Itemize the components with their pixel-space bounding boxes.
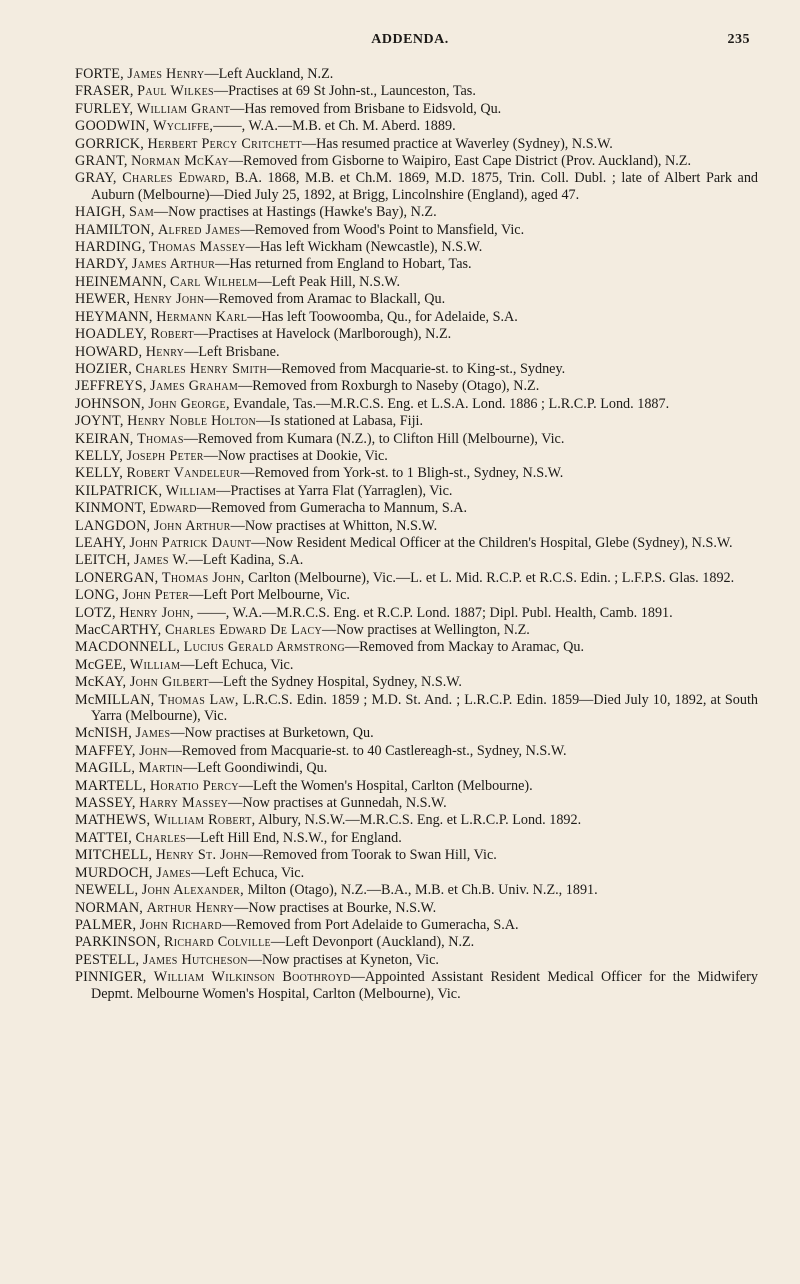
entry-surname: MASSEY, bbox=[75, 795, 136, 812]
entry-surname: MITCHELL, bbox=[75, 847, 153, 864]
entry-surname: NEWELL, bbox=[75, 882, 139, 899]
directory-entry bbox=[75, 934, 758, 950]
entry-details: —Has removed from Brisbane to Eidsvold, Qu. bbox=[230, 100, 502, 117]
addenda-entry-list bbox=[75, 66, 758, 1003]
entry-surname: GOODWIN, bbox=[75, 118, 150, 135]
entry-details: —Has left Toowoomba, Qu., for Adelaide, S.A. bbox=[247, 308, 518, 325]
entry-surname: KELLY, bbox=[75, 465, 123, 482]
directory-entry bbox=[75, 639, 758, 655]
entry-surname: PALMER, bbox=[75, 916, 137, 933]
running-head-title: ADDENDA. bbox=[371, 32, 449, 47]
entry-given-names: Norman McKay bbox=[131, 153, 229, 170]
entry-surname: JEFFREYS, bbox=[75, 378, 147, 395]
entry-details: —Now practises at Gunnedah, N.S.W. bbox=[228, 795, 447, 812]
directory-entry bbox=[75, 378, 758, 394]
entry-details: —Left Port Melbourne, Vic. bbox=[189, 587, 350, 604]
entry-details: —Now practises at Kyneton, Vic. bbox=[247, 951, 439, 968]
entry-surname: FURLEY, bbox=[75, 100, 134, 117]
directory-entry bbox=[75, 83, 758, 99]
entry-given-names: James bbox=[156, 864, 192, 881]
entry-given-names: Paul Wilkes bbox=[137, 83, 214, 100]
directory-entry bbox=[75, 830, 758, 846]
entry-details: —Removed from Port Adelaide to Gumeracha, S.A. bbox=[221, 916, 519, 933]
entry-given-names: Thomas Law, bbox=[158, 691, 239, 708]
directory-entry bbox=[75, 204, 758, 220]
directory-entry bbox=[75, 778, 758, 794]
directory-entry bbox=[75, 448, 758, 464]
entry-surname: KELLY, bbox=[75, 447, 123, 464]
entry-details: L.R.C.S. Edin. 1859 ; M.D. St. And. ; L.R.C.P. Edin. 1859—Died July 10, 1892, at South Yarra (Melbourne), Vic. bbox=[91, 691, 758, 725]
directory-entry bbox=[75, 795, 758, 811]
directory-entry bbox=[75, 465, 758, 481]
entry-given-names: James Graham bbox=[150, 378, 239, 395]
entry-details: —Removed from Aramac to Blackall, Qu. bbox=[204, 291, 446, 308]
entry-given-names: Henry Noble Holton bbox=[127, 413, 256, 430]
directory-entry bbox=[75, 483, 758, 499]
entry-given-names: Carl Wilhelm bbox=[170, 273, 258, 290]
entry-given-names: William Wilkinson Boothroyd bbox=[153, 969, 351, 986]
entry-surname: HAIGH, bbox=[75, 204, 126, 221]
directory-entry bbox=[75, 587, 758, 603]
entry-surname: GRANT, bbox=[75, 153, 128, 170]
entry-details: —Left Brisbane. bbox=[184, 343, 280, 360]
entry-surname: KILPATRICK, bbox=[75, 482, 163, 499]
entry-given-names: Richard Colville bbox=[164, 934, 271, 951]
directory-entry bbox=[75, 952, 758, 968]
entry-surname: MARTELL, bbox=[75, 777, 147, 794]
directory-entry bbox=[75, 847, 758, 863]
entry-details: —Removed from York-st. to 1 Bligh-st., Sydney, N.S.W. bbox=[240, 465, 564, 482]
entry-surname: LEAHY, bbox=[75, 534, 126, 551]
directory-entry bbox=[75, 605, 758, 621]
entry-given-names: Herbert Percy Critchett bbox=[147, 135, 302, 152]
directory-entry bbox=[75, 812, 758, 828]
entry-surname: HEYMANN, bbox=[75, 308, 153, 325]
entry-given-names: James Henry bbox=[127, 66, 205, 82]
directory-entry bbox=[75, 518, 758, 534]
entry-given-names: Charles bbox=[135, 829, 186, 846]
entry-surname: LEITCH, bbox=[75, 552, 131, 569]
directory-entry bbox=[75, 760, 758, 776]
entry-details: —Left Echuca, Vic. bbox=[191, 864, 305, 881]
entry-details: —Now practises at Burketown, Qu. bbox=[170, 725, 374, 742]
entry-given-names: Arthur Henry bbox=[146, 899, 235, 916]
entry-surname: NORMAN, bbox=[75, 899, 144, 916]
entry-details: —Left Auckland, N.Z. bbox=[204, 66, 334, 82]
entry-details: —Now practises at Dookie, Vic. bbox=[203, 447, 388, 464]
entry-surname: HARDY, bbox=[75, 256, 129, 273]
entry-details: ——, W.A.—M.R.C.S. Eng. et R.C.P. Lond. 1887; Dipl. Publ. Health, Camb. 1891. bbox=[193, 604, 673, 621]
entry-given-names: John Gilbert bbox=[129, 674, 209, 691]
directory-entry bbox=[75, 413, 758, 429]
directory-entry bbox=[75, 256, 758, 272]
entry-surname: McGEE, bbox=[75, 656, 127, 673]
entry-surname: HARDING, bbox=[75, 239, 146, 256]
running-header bbox=[70, 32, 750, 54]
entry-surname: LOTZ, bbox=[75, 604, 116, 621]
entry-given-names: Henry bbox=[145, 343, 185, 360]
entry-details: —Practises at 69 St John-st., Launceston, Tas. bbox=[213, 83, 476, 100]
directory-entry bbox=[75, 725, 758, 741]
entry-details: —Appointed Assistant Resident Medical Officer for the Midwifery Depmt. Melbourne Women's Hospital, Carlton (Melbourne), Vic. bbox=[91, 969, 759, 1002]
directory-entry bbox=[75, 431, 758, 447]
directory-entry bbox=[75, 153, 758, 169]
entry-given-names: James bbox=[135, 725, 171, 742]
directory-entry bbox=[75, 309, 758, 325]
entry-details: Carlton (Melbourne), Vic.—L. et L. Mid. R.C.P. et R.C.S. Edin. ; L.F.P.S. Glas. 1892. bbox=[244, 569, 735, 586]
entry-surname: GRAY, bbox=[75, 170, 117, 187]
entry-given-names: John bbox=[139, 742, 168, 759]
directory-entry bbox=[75, 900, 758, 916]
directory-entry bbox=[75, 118, 758, 134]
entry-details: Evandale, Tas.—M.R.C.S. Eng. et L.S.A. Lond. 1886 ; L.R.C.P. Lond. 1887. bbox=[229, 395, 670, 412]
entry-surname: MACDONNELL, bbox=[75, 639, 181, 656]
entry-details: —Left Peak Hill, N.S.W. bbox=[257, 273, 401, 290]
directory-entry bbox=[75, 274, 758, 290]
entry-given-names: Hermann Karl bbox=[156, 308, 248, 325]
entry-surname: HEINEMANN, bbox=[75, 273, 167, 290]
entry-given-names: Charles Henry Smith bbox=[135, 360, 268, 377]
entry-details: —Has returned from England to Hobart, Tas. bbox=[215, 256, 472, 273]
directory-entry bbox=[75, 291, 758, 307]
entry-given-names: Thomas John, bbox=[161, 569, 245, 586]
entry-given-names: Robert bbox=[150, 326, 194, 343]
entry-details: —Removed from Macquarie-st. to King-st., Sydney. bbox=[267, 360, 566, 377]
entry-surname: MacCARTHY, bbox=[75, 622, 162, 638]
entry-details: —Left Kadina, S.A. bbox=[188, 552, 304, 569]
directory-entry bbox=[75, 101, 758, 117]
entry-details: —Removed from Toorak to Swan Hill, Vic. bbox=[248, 847, 497, 864]
entry-surname: McMILLAN, bbox=[75, 691, 155, 708]
entry-surname: MATHEWS, bbox=[75, 812, 151, 829]
page-number: 235 bbox=[727, 32, 750, 47]
entry-details: —Left Devonport (Auckland), N.Z. bbox=[270, 934, 475, 951]
entry-details: —Now practises at Hastings (Hawke's Bay), N.Z. bbox=[153, 204, 437, 221]
entry-given-names: Henry John bbox=[133, 291, 205, 308]
directory-entry bbox=[75, 570, 758, 586]
directory-entry bbox=[75, 622, 758, 638]
directory-entry bbox=[75, 66, 758, 82]
entry-given-names: James W. bbox=[133, 552, 189, 569]
directory-entry bbox=[75, 882, 758, 898]
entry-surname: FORTE, bbox=[75, 66, 124, 82]
directory-entry bbox=[75, 500, 758, 516]
directory-entry bbox=[75, 222, 758, 238]
entry-surname: HAMILTON, bbox=[75, 221, 155, 238]
entry-given-names: William Grant bbox=[136, 100, 231, 117]
entry-details: —Has left Wickham (Newcastle), N.S.W. bbox=[245, 239, 483, 256]
entry-given-names: Edward bbox=[149, 500, 197, 517]
directory-entry bbox=[75, 674, 758, 690]
directory-entry bbox=[75, 865, 758, 881]
entry-given-names: Henry St. John bbox=[155, 847, 249, 864]
entry-surname: KINMONT, bbox=[75, 500, 147, 517]
entry-surname: McNISH, bbox=[75, 725, 132, 742]
directory-entry bbox=[75, 361, 758, 377]
directory-entry bbox=[75, 657, 758, 673]
entry-details: —Removed from Gumeracha to Mannum, S.A. bbox=[196, 500, 468, 517]
entry-given-names: Thomas bbox=[137, 430, 184, 447]
entry-details: —Practises at Havelock (Marlborough), N.Z. bbox=[193, 326, 452, 343]
entry-given-names: John Peter bbox=[122, 587, 190, 604]
entry-details: —Removed from Gisborne to Waipiro, East Cape District (Prov. Auckland), N.Z. bbox=[228, 153, 692, 170]
entry-surname: LONERGAN, bbox=[75, 569, 159, 586]
entry-details: —Removed from Roxburgh to Naseby (Otago), N.Z. bbox=[238, 378, 540, 395]
entry-given-names: William bbox=[129, 656, 181, 673]
directory-entry bbox=[75, 136, 758, 152]
entry-surname: LONG, bbox=[75, 587, 119, 604]
entry-surname: MAFFEY, bbox=[75, 742, 136, 759]
entry-surname: HOWARD, bbox=[75, 343, 143, 360]
directory-entry bbox=[75, 917, 758, 933]
entry-given-names: John Arthur bbox=[153, 517, 231, 534]
entry-details: —Removed from Wood's Point to Mansfield, Vic. bbox=[240, 221, 525, 238]
directory-entry bbox=[75, 344, 758, 360]
entry-surname: PINNIGER, bbox=[75, 969, 147, 986]
entry-given-names: Horatio Percy bbox=[149, 777, 239, 794]
entry-surname: McKAY, bbox=[75, 674, 127, 691]
entry-given-names: Wycliffe, bbox=[153, 118, 214, 135]
entry-given-names: Robert Vandeleur bbox=[126, 465, 241, 482]
entry-given-names: John Patrick Daunt bbox=[129, 534, 252, 551]
entry-given-names: Alfred James bbox=[158, 221, 241, 238]
entry-details: ——, W.A.—M.B. et Ch. M. Aberd. 1889. bbox=[213, 118, 456, 135]
entry-details: —Removed from Mackay to Aramac, Qu. bbox=[344, 639, 585, 656]
entry-details: —Left the Women's Hospital, Carlton (Melbourne). bbox=[238, 777, 533, 794]
entry-given-names: Henry John, bbox=[119, 604, 194, 621]
entry-surname: LANGDON, bbox=[75, 517, 151, 534]
entry-surname: MAGILL, bbox=[75, 760, 136, 777]
directory-entry bbox=[75, 535, 758, 551]
directory-entry bbox=[75, 552, 758, 568]
entry-given-names: Charles Edward De Lacy bbox=[164, 622, 323, 638]
entry-surname: PESTELL, bbox=[75, 951, 140, 968]
entry-details: Albury, N.S.W.—M.R.C.S. Eng. et L.R.C.P. Lond. 1892. bbox=[255, 812, 582, 829]
directory-entry bbox=[75, 326, 758, 342]
entry-given-names: Charles Edward, bbox=[122, 170, 230, 187]
entry-details: —Now practises at Bourke, N.S.W. bbox=[234, 899, 437, 916]
entry-given-names: William Robert, bbox=[153, 812, 256, 829]
entry-given-names: James Arthur bbox=[131, 256, 216, 273]
entry-given-names: John Alexander, bbox=[141, 882, 244, 899]
entry-surname: JOYNT, bbox=[75, 413, 124, 430]
entry-surname: FRASER, bbox=[75, 83, 134, 100]
entry-details: —Left the Sydney Hospital, Sydney, N.S.W. bbox=[208, 674, 462, 691]
entry-given-names: Thomas Massey bbox=[149, 239, 246, 256]
entry-surname: PARKINSON, bbox=[75, 934, 161, 951]
entry-details: Milton (Otago), N.Z.—B.A., M.B. et Ch.B. Univ. N.Z., 1891. bbox=[243, 882, 598, 899]
directory-entry bbox=[75, 692, 758, 725]
entry-given-names: William bbox=[165, 482, 217, 499]
entry-details: —Practises at Yarra Flat (Yarraglen), Vic. bbox=[216, 482, 453, 499]
entry-given-names: Sam bbox=[129, 204, 154, 221]
entry-given-names: John George, bbox=[148, 395, 230, 412]
directory-entry bbox=[75, 743, 758, 759]
entry-details: —Removed from Kumara (N.Z.), to Clifton Hill (Melbourne), Vic. bbox=[183, 430, 565, 447]
entry-surname: JOHNSON, bbox=[75, 395, 145, 412]
entry-details: —Now practises at Wellington, N.Z. bbox=[322, 622, 530, 638]
entry-given-names: John Richard bbox=[139, 916, 222, 933]
directory-entry bbox=[75, 969, 758, 1002]
entry-details: —Left Echuca, Vic. bbox=[180, 656, 294, 673]
entry-details: —Left Hill End, N.S.W., for England. bbox=[185, 829, 402, 846]
entry-surname: GORRICK, bbox=[75, 135, 144, 152]
entry-surname: HOZIER, bbox=[75, 360, 132, 377]
entry-details: —Is stationed at Labasa, Fiji. bbox=[255, 413, 424, 430]
entry-details: —Has resumed practice at Waverley (Sydney), N.S.W. bbox=[301, 135, 613, 152]
entry-surname: HOADLEY, bbox=[75, 326, 147, 343]
directory-entry bbox=[75, 239, 758, 255]
entry-given-names: James Hutcheson bbox=[142, 951, 248, 968]
entry-details: —Left Goondiwindi, Qu. bbox=[183, 760, 328, 777]
entry-surname: MURDOCH, bbox=[75, 864, 153, 881]
entry-surname: HEWER, bbox=[75, 291, 131, 308]
entry-surname: KEIRAN, bbox=[75, 430, 134, 447]
directory-entry bbox=[75, 170, 758, 203]
entry-given-names: Harry Massey bbox=[139, 795, 229, 812]
entry-details: B.A. 1868, M.B. et Ch.M. 1869, M.D. 1875, Trin. Coll. Dubl. ; late of Albert Park and Auburn (Melbourne)—Died July 25, 1892, at Brigg, Lincolnshire (England), aged 47. bbox=[91, 170, 759, 203]
entry-details: —Now practises at Whitton, N.S.W. bbox=[230, 517, 438, 534]
entry-details: —Now Resident Medical Officer at the Children's Hospital, Glebe (Sydney), N.S.W. bbox=[251, 534, 733, 551]
directory-entry bbox=[75, 396, 758, 412]
entry-given-names: Lucius Gerald Armstrong bbox=[183, 639, 345, 656]
entry-given-names: Joseph Peter bbox=[126, 447, 204, 464]
entry-details: —Removed from Macquarie-st. to 40 Castlereagh-st., Sydney, N.S.W. bbox=[167, 742, 567, 759]
entry-surname: MATTEI, bbox=[75, 829, 132, 846]
entry-given-names: Martin bbox=[138, 760, 184, 777]
